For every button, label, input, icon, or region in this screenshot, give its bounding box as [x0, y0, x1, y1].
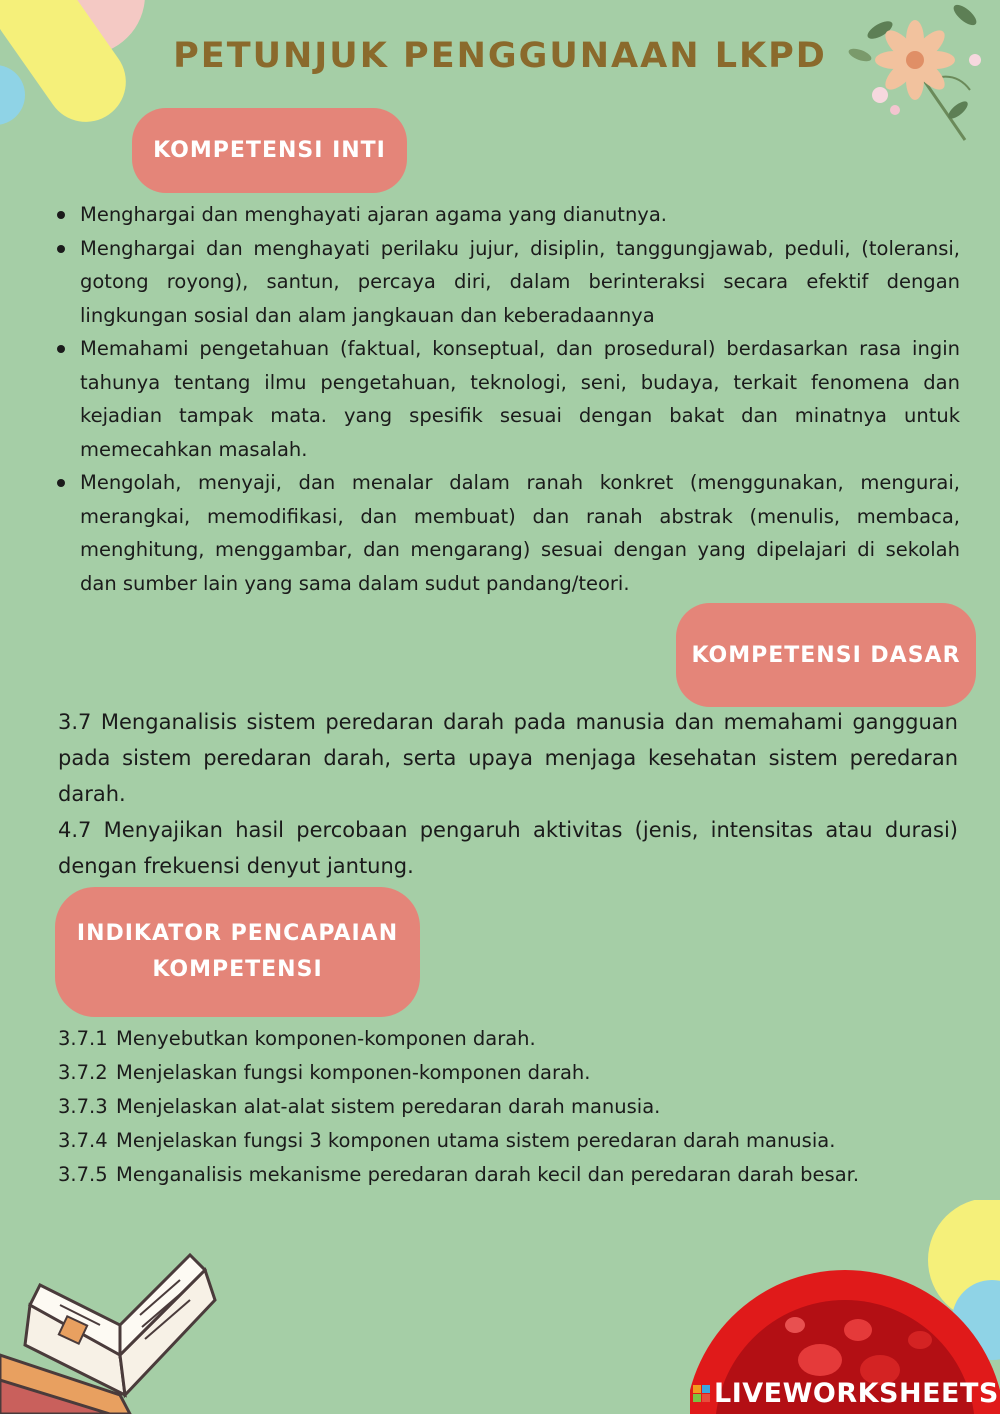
list-item: Menghargai dan menghayati ajaran agama yang dianutnya.: [52, 198, 960, 232]
indikator-heading-line1: INDIKATOR PENCAPAIAN: [76, 921, 399, 946]
list-item: Menghargai dan menghayati perilaku jujur, disiplin, tanggungjawab, peduli, (toleransi, gotong royong), santun, percaya diri, dalam berinteraksi secara efektif dengan lingkungan sosial dan alam jangkauan dan keberadaannya: [52, 232, 960, 333]
page-title: PETUNJUK PENGGUNAAN LKPD: [173, 36, 827, 76]
list-item: [58, 1090, 958, 1124]
indikator-text: Menjelaskan fungsi 3 komponen utama sistem peredaran darah manusia.: [116, 1129, 836, 1152]
list-item: Memahami pengetahuan (faktual, konseptual, dan prosedural) berdasarkan rasa ingin tahunya tentang ilmu pengetahuan, teknologi, seni, budaya, terkait fenomena dan kejadian tampak mata. yang spesifik sesuai dengan bakat dan minatnya untuk memecahkan masalah.: [52, 332, 960, 466]
list-item: [58, 1124, 958, 1158]
liveworksheets-logo-icon: [693, 1385, 710, 1402]
list-item: [58, 1056, 958, 1090]
indikator-text: Menjelaskan fungsi komponen-komponen darah.: [116, 1061, 591, 1084]
indikator-number: 3.7.1: [58, 1027, 108, 1050]
kompetensi-dasar-item: 3.7 Menganalisis sistem peredaran darah pada manusia dan memahami gangguan pada sistem peredaran darah, serta upaya menjaga kesehatan sistem peredaran darah.: [58, 710, 958, 806]
list-item: [58, 1022, 958, 1056]
indikator-number: 3.7.4: [58, 1129, 108, 1152]
indikator-number: 3.7.3: [58, 1095, 108, 1118]
indikator-list: [58, 1022, 958, 1192]
indikator-text: Menjelaskan alat-alat sistem peredaran darah manusia.: [116, 1095, 661, 1118]
indikator-text: Menganalisis mekanisme peredaran darah kecil dan peredaran darah besar.: [116, 1163, 860, 1186]
indikator-number: 3.7.2: [58, 1061, 108, 1084]
indikator-heading: [55, 887, 420, 1017]
indikator-text: Menyebutkan komponen-komponen darah.: [116, 1027, 536, 1050]
indikator-number: 3.7.5: [58, 1163, 108, 1186]
list-item: [58, 1158, 958, 1192]
kompetensi-dasar-heading-text: KOMPETENSI DASAR: [691, 642, 961, 668]
watermark-text: LIVEWORKSHEETS: [714, 1378, 999, 1409]
liveworksheets-watermark: [693, 1378, 999, 1409]
indikator-heading-line2: KOMPETENSI: [152, 957, 323, 982]
kompetensi-dasar-item: 4.7 Menyajikan hasil percobaan pengaruh aktivitas (jenis, intensitas atau durasi) dengan frekuensi denyut jantung.: [58, 818, 958, 878]
kompetensi-inti-list: [52, 198, 960, 600]
open-book-icon: [0, 1245, 260, 1414]
kompetensi-inti-heading-text: KOMPETENSI INTI: [153, 138, 386, 163]
kompetensi-inti-heading: [132, 108, 407, 193]
list-item: Mengolah, menyaji, dan menalar dalam ranah konkret (menggunakan, mengurai, merangkai, memodifikasi, dan membuat) dan ranah abstrak (menulis, membaca, menghitung, menggambar, dan mengarang) sesuai dengan yang dipelajari di sekolah dan sumber lain yang sama dalam sudut pandang/teori.: [52, 466, 960, 600]
kompetensi-dasar-heading: [676, 603, 976, 707]
